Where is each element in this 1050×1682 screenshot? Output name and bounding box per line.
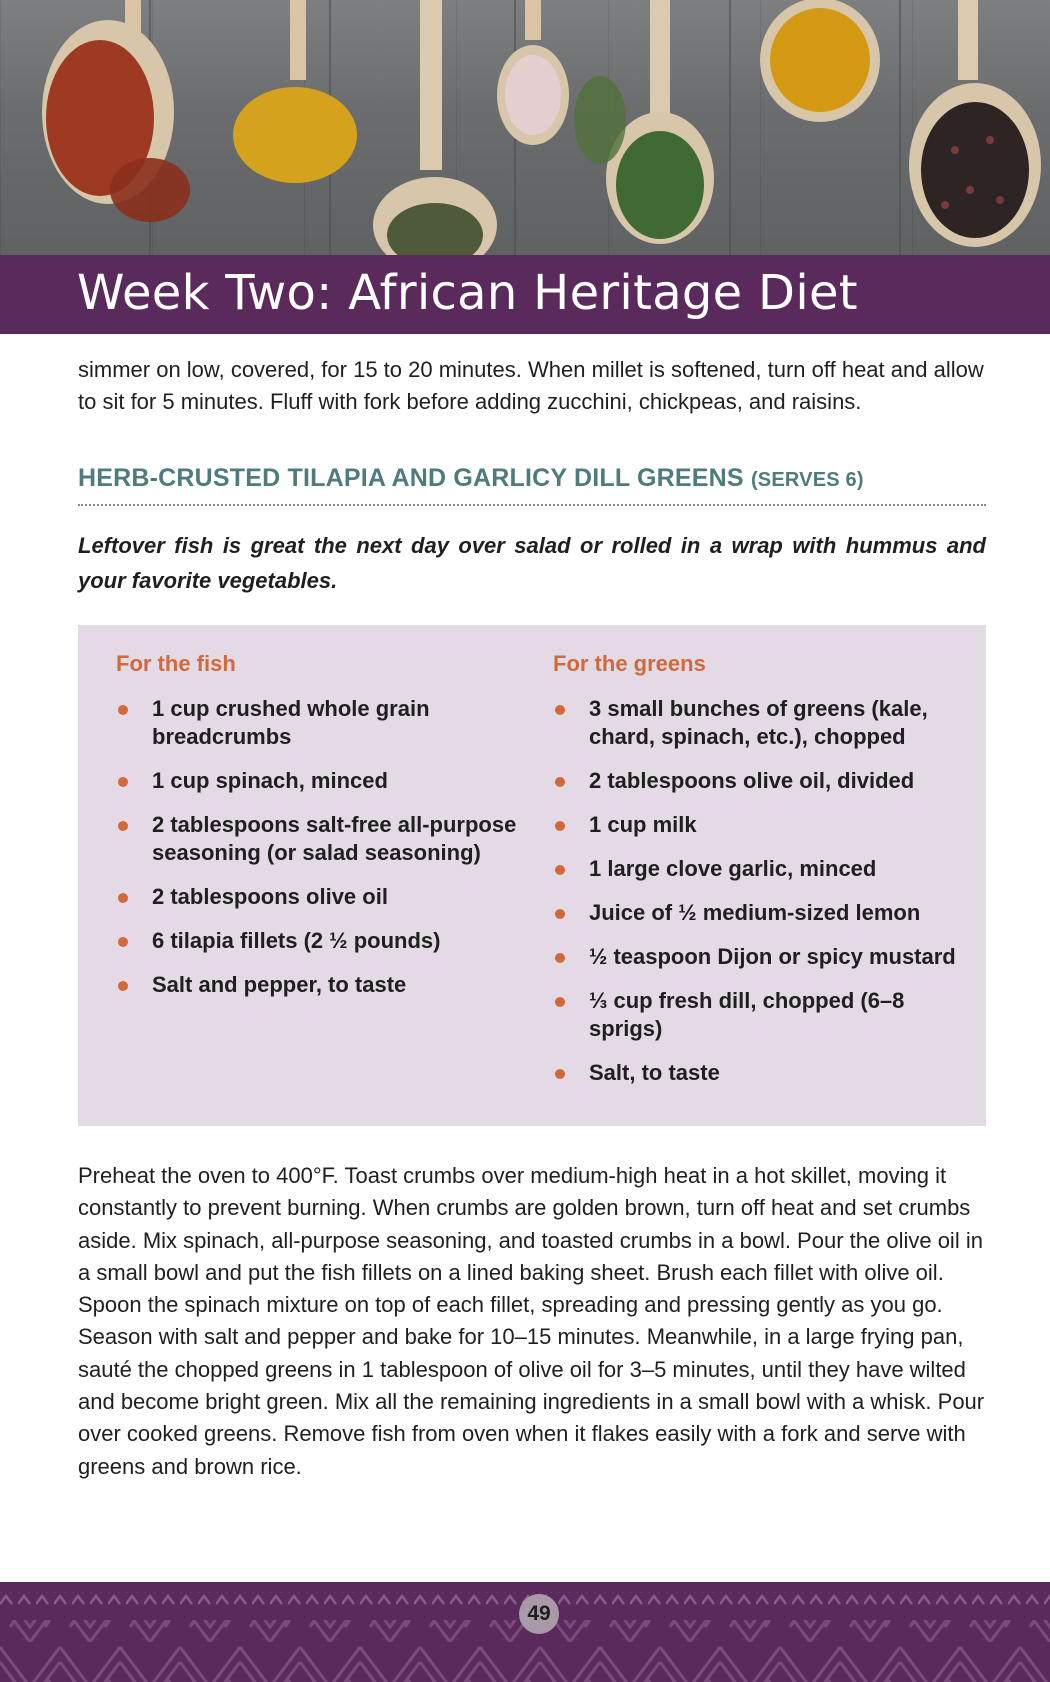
list-item: Juice of ½ medium-sized lemon <box>553 899 963 927</box>
greens-ingredient-list <box>553 695 963 1087</box>
bullet-icon <box>118 705 128 715</box>
greens-ingredients <box>553 651 963 1103</box>
bullet-icon <box>118 937 128 947</box>
recipe-title-text: HERB-CRUSTED TILAPIA AND GARLICY DILL GREENS <box>78 464 744 492</box>
bullet-icon <box>555 865 565 875</box>
spice-spoons-illustration <box>0 0 1050 255</box>
page-title: Week Two: African Heritage Diet <box>77 265 858 321</box>
list-item: 1 cup milk <box>553 811 963 839</box>
list-item: 2 tablespoons olive oil, divided <box>553 767 963 795</box>
fish-ingredient-list <box>116 695 536 999</box>
bullet-icon <box>555 997 565 1007</box>
method-paragraph: Preheat the oven to 400°F. Toast crumbs over medium-high heat in a hot skillet, moving it constantly to prevent burning. When crumbs are golden brown, turn off heat and set crumbs aside. Mix spinach, all-purpose seasoning, and toasted crumbs in a bowl. Pour the olive oil in a small bowl and put the fish fillets on a lined baking sheet. Brush each fillet with olive oil. Spoon the spinach mixture on top of each fillet, spreading and pressing gently as you go. Season with salt and pepper and bake for 10–15 minutes. Meanwhile, in a large frying pan, sauté the chopped greens in 1 tablespoon of olive oil for 3–5 minutes, until they have wilted and become bright green. Mix all the remaining ingredients in a small bowl with a whisk. Pour over cooked greens. Remove fish from oven when it flakes easily with a fork and serve with greens and brown rice. <box>78 1163 985 1479</box>
recipe-note: Leftover fish is great the next day over salad or rolled in a wrap with hummus and your favorite vegetables. <box>78 533 986 593</box>
list-item: 1 cup spinach, minced <box>116 767 536 795</box>
bullet-icon <box>555 909 565 919</box>
bullet-icon <box>118 821 128 831</box>
recipe-title <box>78 464 986 493</box>
list-item: 2 tablespoons olive oil <box>116 883 536 911</box>
list-item: ⅓ cup fresh dill, chopped (6–8 sprigs) <box>553 987 963 1043</box>
bullet-icon <box>118 893 128 903</box>
intro-paragraph: simmer on low, covered, for 15 to 20 minutes. When millet is softened, turn off heat and allow to sit for 5 minutes. Fluff with fork before adding zucchini, chickpeas, and raisins. <box>78 357 984 414</box>
bullet-icon <box>118 777 128 787</box>
bullet-icon <box>555 1069 565 1079</box>
footer-pattern-band <box>0 1582 1050 1682</box>
fish-heading: For the fish <box>116 651 236 676</box>
list-item: 1 cup crushed whole grain breadcrumbs <box>116 695 536 751</box>
recipe-serves: (SERVES 6) <box>750 469 864 491</box>
bullet-icon <box>555 953 565 963</box>
bullet-icon <box>118 981 128 991</box>
list-item: 1 large clove garlic, minced <box>553 855 963 883</box>
list-item: 6 tilapia fillets (2 ½ pounds) <box>116 927 536 955</box>
tribal-pattern-decoration <box>0 1582 1050 1682</box>
list-item: ½ teaspoon Dijon or spicy mustard <box>553 943 963 971</box>
bullet-icon <box>555 821 565 831</box>
page-number-badge: 49 <box>519 1594 559 1634</box>
header-photo-spices <box>0 0 1050 255</box>
list-item: 3 small bunches of greens (kale, chard, spinach, etc.), chopped <box>553 695 963 751</box>
title-band <box>0 255 1050 334</box>
list-item: Salt, to taste <box>553 1059 963 1087</box>
bullet-icon <box>555 705 565 715</box>
list-item: 2 tablespoons salt-free all-purpose seasoning (or salad seasoning) <box>116 811 536 867</box>
list-item: Salt and pepper, to taste <box>116 971 536 999</box>
bullet-icon <box>555 777 565 787</box>
dotted-divider <box>78 504 986 506</box>
ingredients-box <box>78 625 986 1126</box>
greens-heading: For the greens <box>553 651 706 676</box>
fish-ingredients <box>116 651 536 1015</box>
